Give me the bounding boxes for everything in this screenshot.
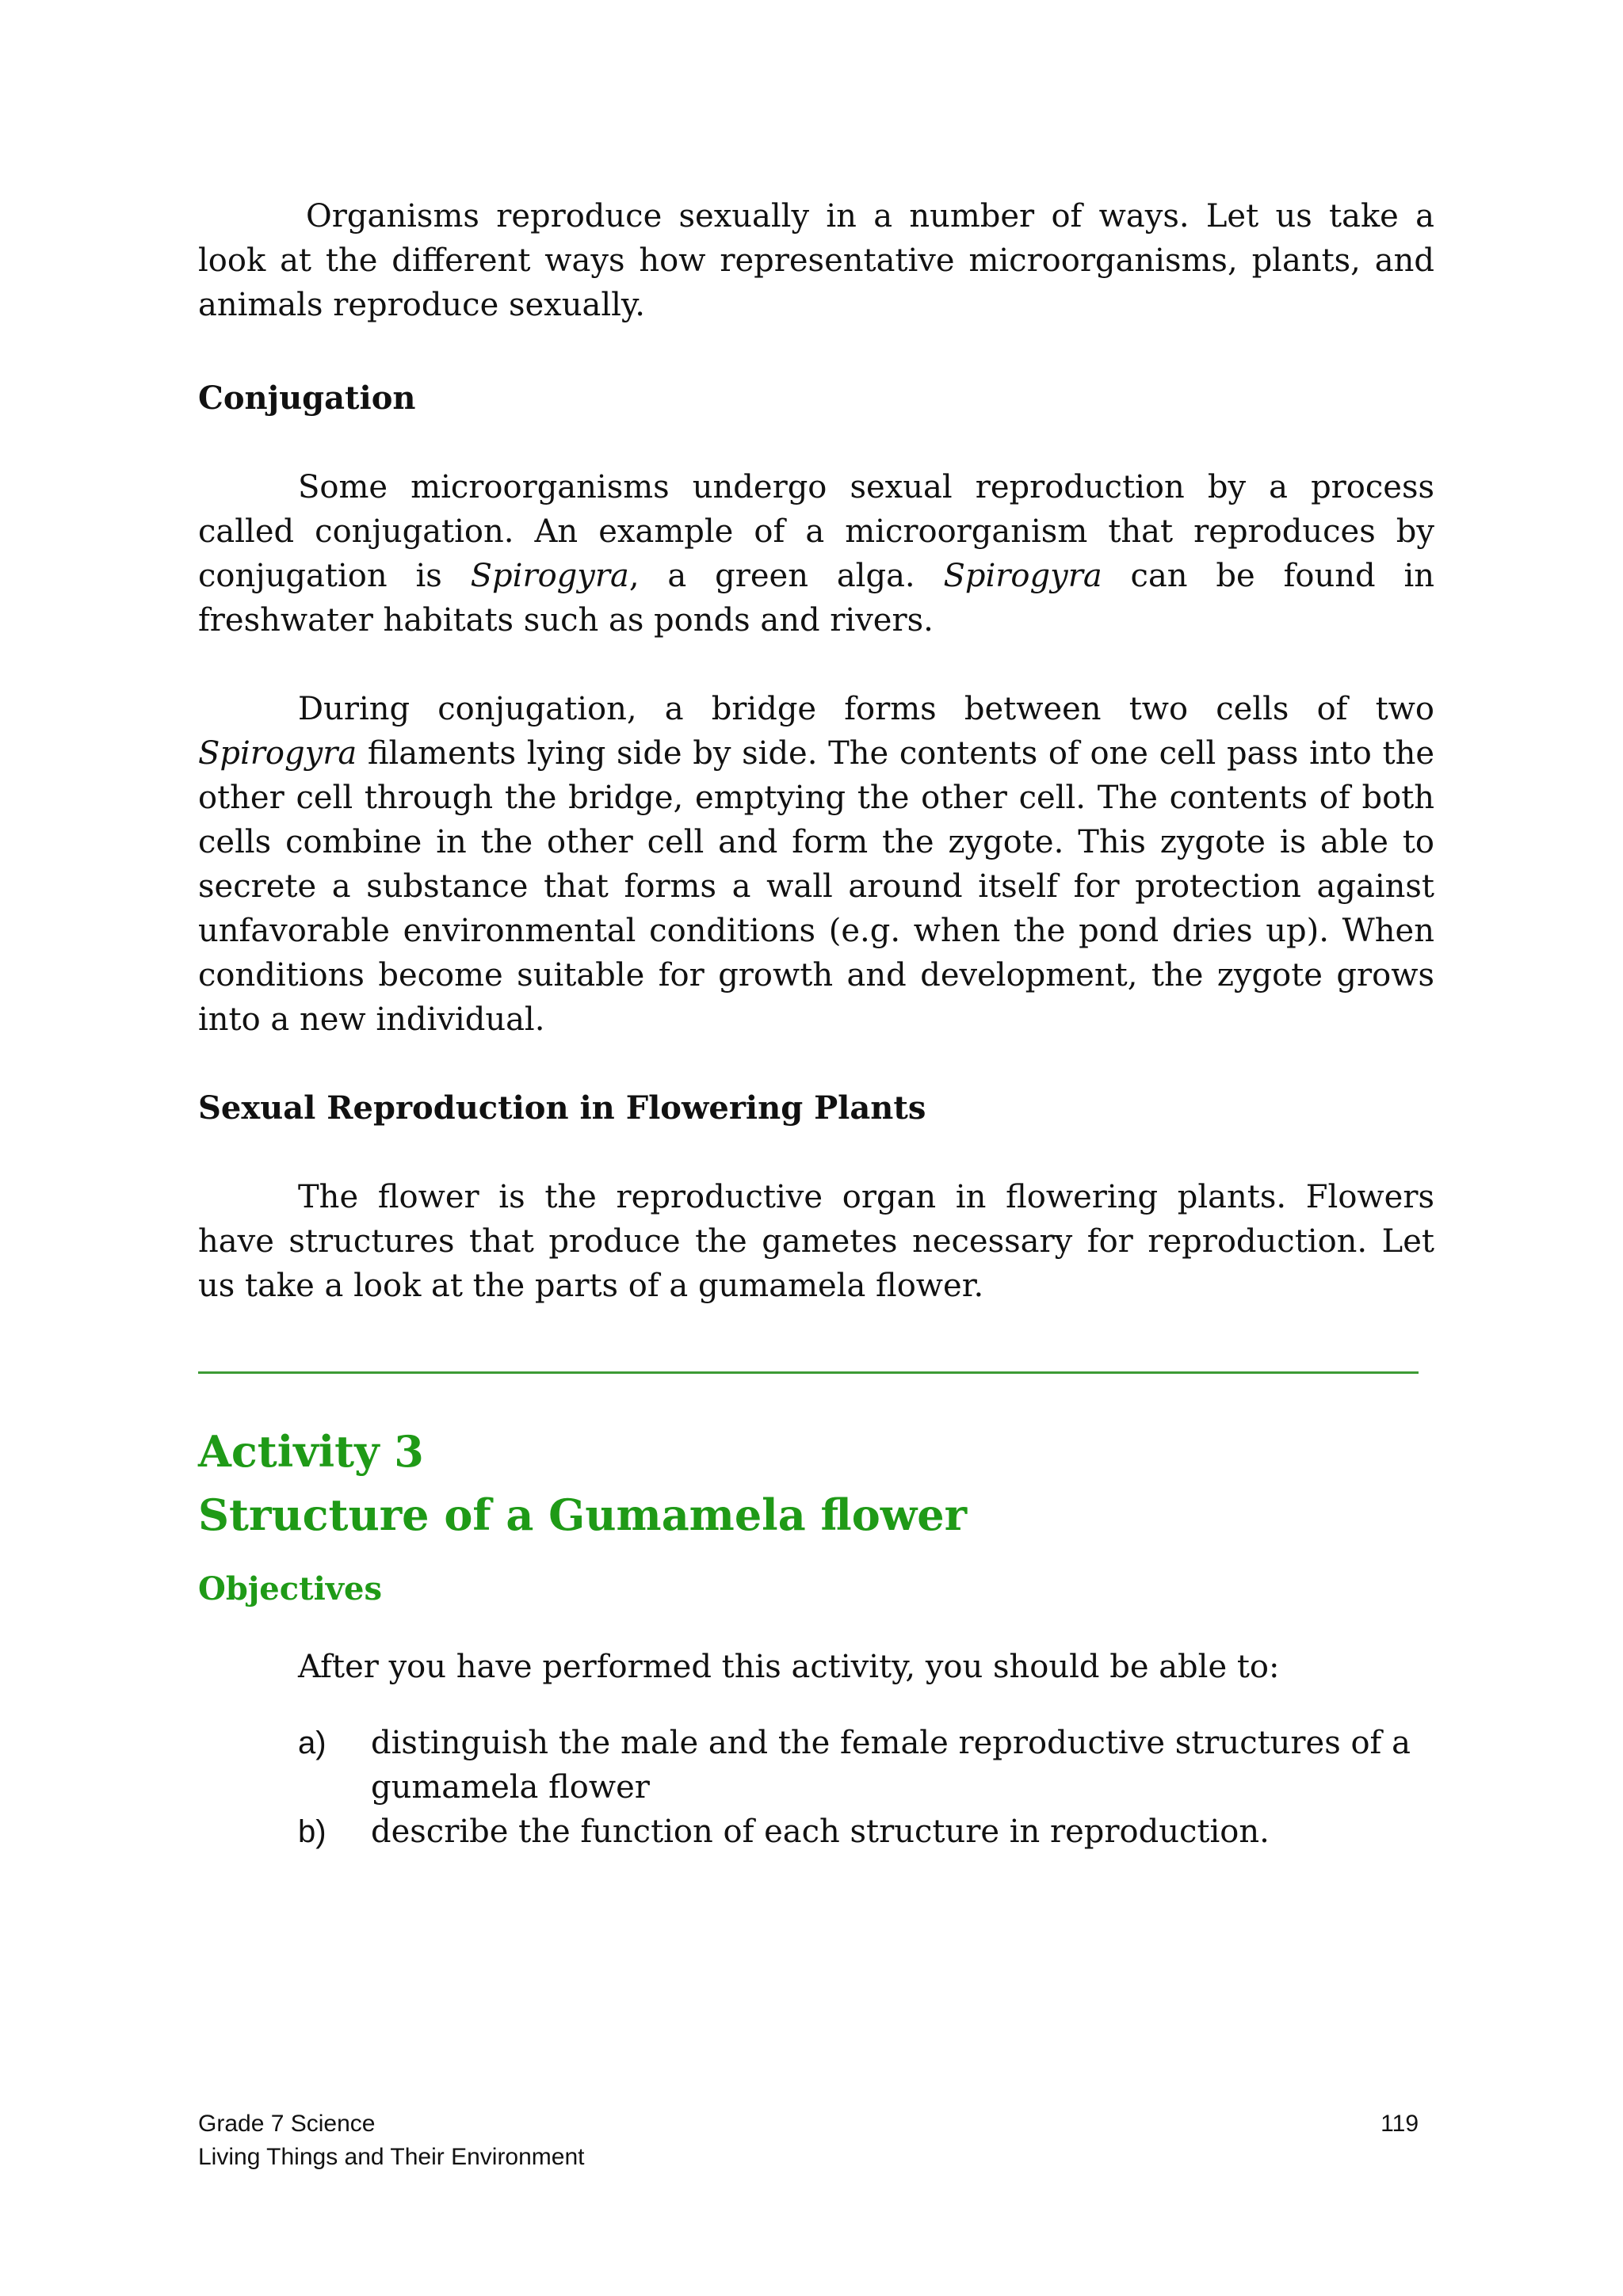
objectives-heading: Objectives (198, 1570, 382, 1608)
activity-title: Structure of a Gumamela flower (198, 1489, 968, 1540)
conjugation-p1-text-c: can be found in freshwater habitats such as ponds and rivers. (198, 558, 1435, 639)
objectives-intro: After you have performed this activity, you should be able to: (298, 1649, 1280, 1685)
page-content (198, 194, 1434, 1854)
term-spirogyra: Spirogyra (943, 558, 1102, 594)
conjugation-heading: Conjugation (198, 379, 416, 417)
term-spirogyra: Spirogyra (198, 735, 357, 772)
conjugation-paragraph-1 (198, 465, 1434, 643)
objective-item (198, 1810, 1434, 1854)
term-spirogyra: Spirogyra (470, 558, 629, 594)
footer-course: Grade 7 Science (198, 2111, 376, 2137)
flowering-plants-heading: Sexual Reproduction in Flowering Plants (198, 1089, 926, 1127)
objective-marker: a) (298, 1726, 327, 1760)
objective-marker: b) (298, 1814, 327, 1849)
conjugation-p2-text-b: filaments lying side by side. The contents of one cell pass into the other cell through the bridge, emptying the other cell. The contents of both cells combine in the other cell and form the zygote. This zygote is able to secrete a substance that forms a wall around itself for protection against unfavorable environmental conditions (e.g. when the pond dries up). When conditions become suitable for growth and development, the zygote grows into a new individual. (198, 735, 1434, 1038)
conjugation-p2-text-a: During conjugation, a bridge forms between two cells of two (298, 691, 1434, 727)
conjugation-p1-text-a: Some microorganisms undergo sexual reproduction by a process called conjugation. An example of a microorganism that reproduces by conjugation is (198, 469, 1434, 594)
conjugation-paragraph-2 (198, 687, 1434, 1042)
objective-item (198, 1721, 1434, 1810)
activity-number: Activity 3 (198, 1426, 424, 1477)
flowering-plants-paragraph: The flower is the reproductive organ in flowering plants. Flowers have structures that produce the gametes necessary for reproduction. Let us take a look at the parts of a gumamela flower. (198, 1179, 1434, 1304)
footer-unit: Living Things and Their Environment (198, 2144, 585, 2170)
objective-text: describe the function of each structure in reproduction. (371, 1814, 1270, 1850)
objectives-list (198, 1721, 1434, 1854)
footer-left (198, 2107, 585, 2174)
objective-text: distinguish the male and the female reproductive structures of a gumamela flower (371, 1725, 1411, 1806)
intro-paragraph: Organisms reproduce sexually in a number of ways. Let us take a look at the different ways how representative microorganisms, plants, and animals reproduce sexually. (198, 198, 1434, 323)
page-number: 119 (1381, 2111, 1419, 2137)
conjugation-p1-text-b: , a green alga. (628, 558, 944, 594)
